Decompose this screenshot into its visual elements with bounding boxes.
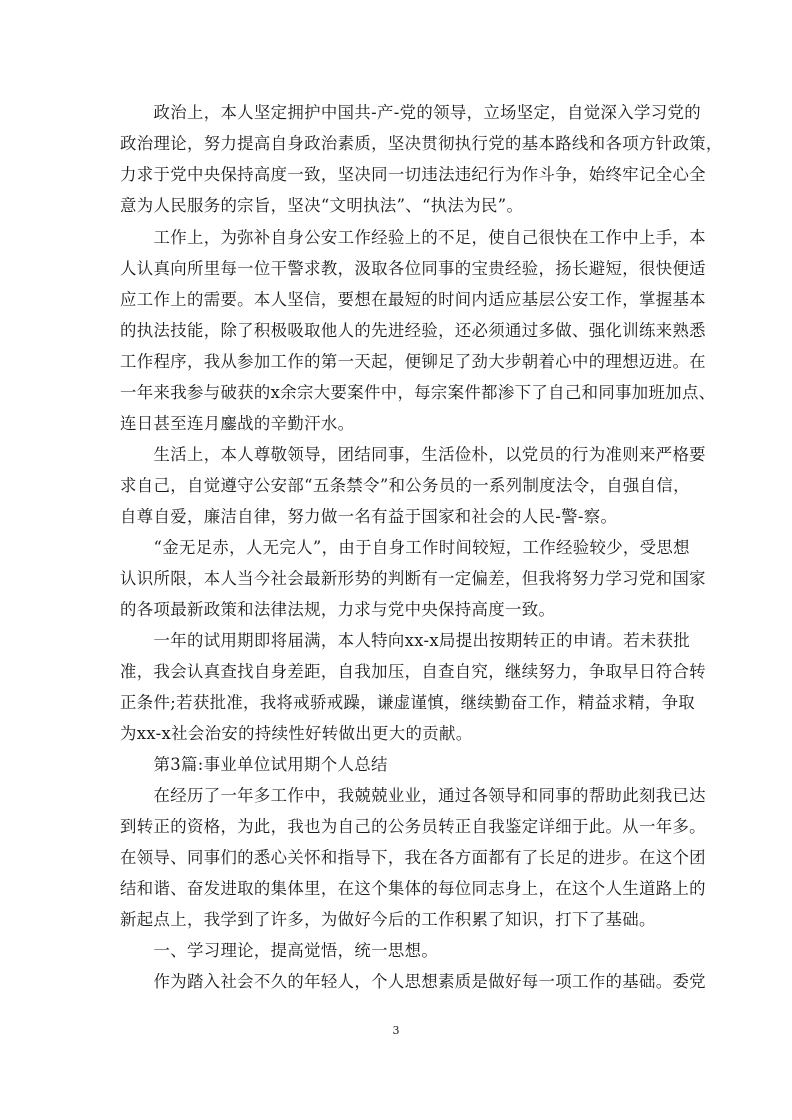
text-line: 应工作上的需要。本人坚信，要想在最短的时间内适应基层公安工作，掌握基本 bbox=[120, 290, 706, 309]
text-line: 工作程序，我从参加工作的第一天起，便铆足了劲大步朝着心中的理想迈进。在 bbox=[120, 352, 706, 371]
text-line: 政治上，本人坚定拥护中国共-产-党的领导，立场坚定，自觉深入学习党的 bbox=[120, 103, 701, 122]
text-line: 政治理论，努力提高自身政治素质，坚决贯彻执行党的基本路线和各项方针政策， bbox=[120, 134, 723, 153]
text-line: 工作上，为弥补自身公安工作经验上的不足，使自己很快在工作中上手，本 bbox=[120, 228, 706, 247]
text-line: 的执法技能，除了积极吸取他人的先进经验，还必须通过多做、强化训练来熟悉 bbox=[120, 321, 706, 340]
text-line: 人认真向所里每一位干警求教，汲取各位同事的宝贵经验，扬长避短，很快便适 bbox=[120, 259, 706, 278]
text-line: 一年来我参与破获的x余宗大要案件中，每宗案件都渗下了自己和同事加班加点、 bbox=[120, 383, 716, 402]
section-heading: 第3篇:事业单位试用期个人总结 bbox=[120, 755, 388, 774]
text-line: 结和谐、奋发进取的集体里，在这个集体的每位同志身上，在这个人生道路上的 bbox=[120, 879, 706, 898]
text-line: 自尊自爱，廉洁自律，努力做一名有益于国家和社会的人民-警-察。 bbox=[120, 507, 618, 526]
text-line: 力求于党中央保持高度一致，坚决同一切违法违纪行为作斗争，始终牢记全心全 bbox=[120, 165, 706, 184]
text-line: 在领导、同事们的悉心关怀和指导下，我在各方面都有了长足的进步。在这个团 bbox=[120, 848, 706, 867]
text-line: 在经历了一年多工作中，我兢兢业业，通过各领导和同事的帮助此刻我已达 bbox=[120, 786, 706, 805]
text-line: 认识所限，本人当今社会最新形势的判断有一定偏差，但我将努力学习党和国家 bbox=[120, 569, 706, 588]
text-line: 新起点上，我学到了许多，为做好今后的工作积累了知识，打下了基础。 bbox=[120, 910, 656, 929]
text-line: 生活上，本人尊敬领导，团结同事，生活俭朴，以党员的行为准则来严格要 bbox=[120, 445, 706, 464]
text-line: “金无足赤，人无完人”，由于自身工作时间较短，工作经验较少，受思想 bbox=[120, 538, 690, 557]
text-line: 正条件;若获批准，我将戒骄戒躁，谦虚谨慎，继续勤奋工作，精益求精，争取 bbox=[120, 693, 696, 712]
text-line: 为xx-x社会治安的持续性好转做出更大的贡献。 bbox=[120, 724, 473, 743]
text-line: 一年的试用期即将届满，本人特向xx-x局提出按期转正的申请。若未获批 bbox=[120, 631, 691, 650]
text-line: 的各项最新政策和法律法规，力求与党中央保持高度一致。 bbox=[120, 600, 556, 619]
text-line: 作为踏入社会不久的年轻人，个人思想素质是做好每一项工作的基础。委党 bbox=[120, 972, 706, 991]
text-line: 求自己，自觉遵守公安部“五条禁令”和公务员的一系列制度法令，自强自信， bbox=[120, 476, 690, 495]
page-number: 3 bbox=[392, 1024, 400, 1037]
subsection-heading: 一、学习理论，提高觉悟，统一思想。 bbox=[120, 941, 439, 960]
text-line: 意为人民服务的宗旨，坚决“文明执法”、“执法为民”。 bbox=[120, 196, 524, 215]
text-line: 准，我会认真查找自身差距，自我加压，自查自究，继续努力，争取早日符合转 bbox=[120, 662, 706, 681]
text-line: 连日甚至连月鏖战的辛勤汗水。 bbox=[120, 414, 355, 433]
text-line: 到转正的资格，为此，我也为自己的公务员转正自我鉴定详细于此。从一年多。 bbox=[120, 817, 706, 836]
